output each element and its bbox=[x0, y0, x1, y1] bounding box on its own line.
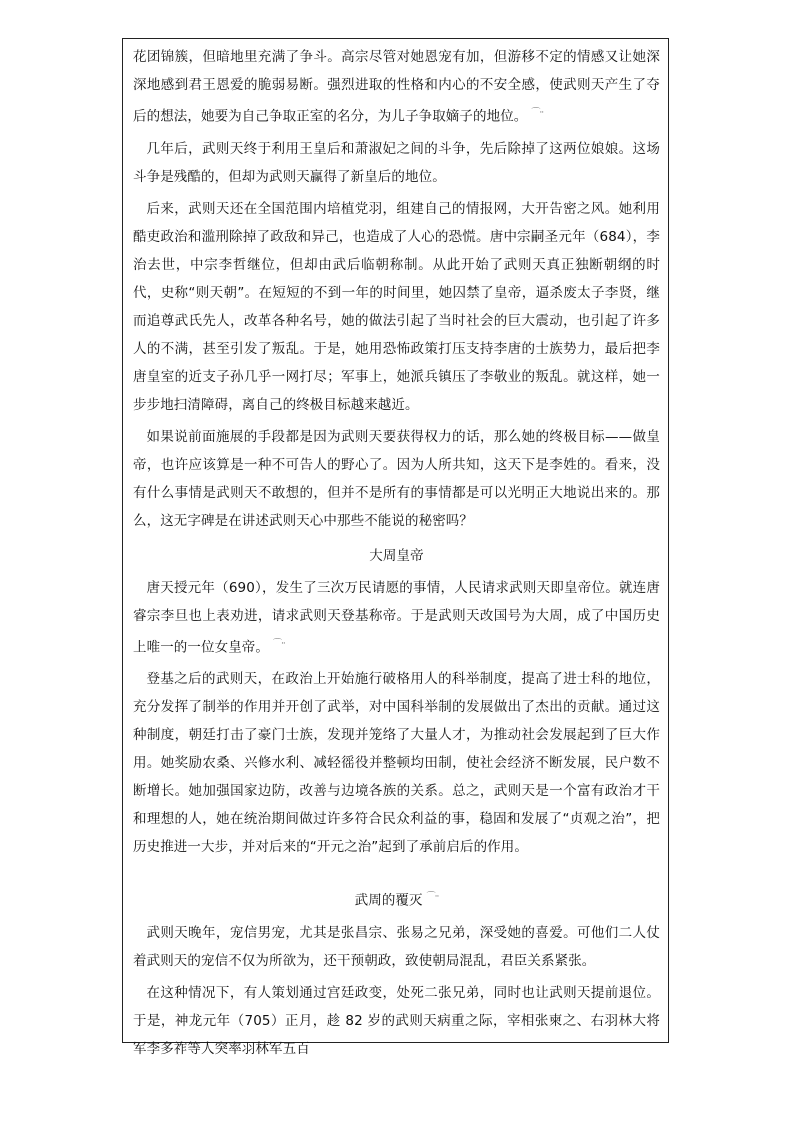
paragraph: 在这种情况下，有人策划通过宫廷政变，处死二张兄弟，同时也让武则天提前退位。于是，神龙元年（705）正月，趁 82 岁的武则天病重之际，宰相张柬之、右羽林大将军李多祚等人突率羽林军五百 bbox=[133, 984, 660, 1057]
paragraph: 几年后，武则天终于利用王皇后和萧淑妃之间的斗争，先后除掉了这两位娘娘。这场斗争是残酷的，但却为武则天赢得了新皇后的地位。 bbox=[133, 140, 660, 185]
paragraph bbox=[133, 574, 660, 662]
paragraph-text: 花团锦簇，但暗地里充满了争斗。高宗尽管对她恩宠有加，但游移不定的情感又让她深深地感到君王恩爱的脆弱易断。强烈进取的性格和内心的不安全感，使武则天产生了夺后的想法，她要为自己争取正室的名分，为儿子争取嫡子的地位。 bbox=[133, 49, 660, 125]
page-frame bbox=[122, 38, 669, 1057]
section-heading bbox=[133, 883, 660, 915]
paragraph bbox=[133, 43, 660, 131]
edit-mark-icon: ⌒·· bbox=[426, 892, 439, 902]
paragraph: 如果说前面施展的手段都是因为武则天要获得权力的话，那么她的终极目标——做皇帝，也许应该算是一种不可告人的野心了。因为人所共知，这天下是李姓的。看来，没有什么事情是武则天不敢想的，但并不是所有的事情都是可以光明正大地说出来的。那么，这无字碑是在讲述武则天心中那些不能说的秘密吗？ bbox=[133, 428, 660, 529]
paragraph-text: 唐天授元年（690），发生了三次万民请愿的事情，人民请求武则天即皇帝位。就连唐睿宗李旦也上表劝进，请求武则天登基称帝。于是武则天改国号为大周，成了中国历史上唯一的一位女皇帝。 bbox=[133, 579, 660, 655]
heading-text: 武周的覆灭 bbox=[354, 892, 423, 909]
paragraph: 登基之后的武则天，在政治上开始施行破格用人的科举制度，提高了进士科的地位，充分发挥了制举的作用并开创了武举，对中国科举制的发展做出了杰出的贡献。通过这种制度，朝廷打击了豪门士族，发现并笼络了大量人才，为推动社会发展起到了巨大作用。她奖励农桑、兴修水利、减轻徭役并整顿均田制，使社会经济不断发展，民户数不断增长。她加强国家边防，改善与边境各族的关系。总之，武则天是一个富有政治才干和理想的人，她在统治期间做过许多符合民众利益的事，稳固和发展了“贞观之治”，把历史推进一大步，并对后来的“开元之治”起到了承前启后的作用。 bbox=[133, 671, 660, 855]
paragraph: 后来，武则天还在全国范围内培植党羽，组建自己的情报网，大开告密之风。她利用酷吏政治和滥刑除掉了政敌和异己，也造成了人心的恐慌。唐中宗嗣圣元年（684），李治去世，中宗李哲继位，但却由武后临朝称制。从此开始了武则天真正独断朝纲的时代，史称“则天朝”。在短短的不到一年的时间里，她囚禁了皇帝，逼杀废太子李贤，继而追尊武氏先人，改革各种名号，她的做法引起了当时社会的巨大震动，也引起了许多人的不满，甚至引发了叛乱。于是，她用恐怖政策打压支持李唐的士族势力，最后把李唐皇室的近支子孙几乎一网打尽；军事上，她派兵镇压了李敬业的叛乱。就这样，她一步步地扫清障碍，离自己的终极目标越来越近。 bbox=[133, 200, 660, 413]
edit-mark-icon: ⌒·· bbox=[531, 108, 544, 118]
edit-mark-icon: ⌒·· bbox=[273, 638, 285, 649]
document-body bbox=[133, 43, 660, 1063]
paragraph: 武则天晚年，宠信男宠，尤其是张昌宗、张易之兄弟，深受她的喜爱。可他们二人仗着武则天的宠信不仅为所欲为，还干预朝政，致使朝局混乱，君臣关系紧张。 bbox=[133, 924, 660, 969]
section-heading: 大周皇帝 bbox=[369, 547, 424, 564]
